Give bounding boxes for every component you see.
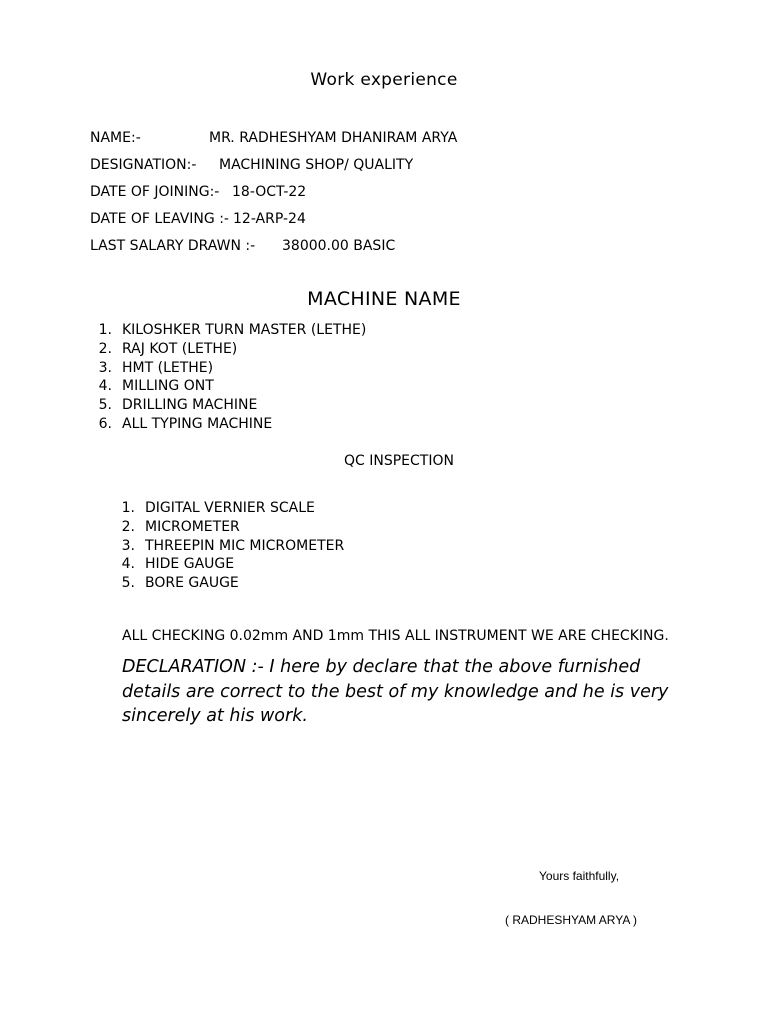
list-text: ALL TYPING MACHINE [122,415,273,432]
list-item [113,518,344,537]
list-item [90,340,366,359]
list-text: THREEPIN MIC MICROMETER [145,537,345,554]
document-title: Work experience [310,70,458,90]
declaration-paragraph: DECLARATION :- I here by declare that the above furnished details are correct to the best of my knowledge and he is very sincerely at his work. [122,657,669,726]
field-value: MACHINING SHOP/ QUALITY [219,157,414,173]
list-text: KILOSHKER TURN MASTER (LETHE) [122,322,367,338]
list-item [90,359,366,378]
list-text: DIGITAL VERNIER SCALE [145,500,315,516]
field-label: NAME:- [90,130,141,146]
list-item [90,377,366,396]
list-number: 5. [98,397,112,414]
list-text: DRILLING MACHINE [122,397,258,414]
field-value: 38000.00 BASIC [282,238,396,254]
field-label: DATE OF LEAVING :- [90,211,229,227]
list-text: HMT (LETHE) [122,359,214,376]
list-number: 2. [98,340,112,357]
list-number: 3. [98,359,112,376]
field-label: LAST SALARY DRAWN :- [90,238,256,254]
list-number: 1. [121,500,135,516]
field-value: MR. RADHESHYAM DHANIRAM ARYA [209,130,458,146]
machine-name-heading: MACHINE NAME [307,288,461,310]
list-text: RAJ KOT (LETHE) [122,340,238,357]
field-value: 12-ARP-24 [233,211,306,227]
list-number: 4. [121,556,135,573]
field-label: DESIGNATION:- [90,157,197,173]
field-date-of-leaving [90,211,306,227]
list-text: HIDE GAUGE [145,556,235,573]
qc-inspection-heading: QC INSPECTION [344,453,454,469]
field-last-salary [90,238,395,254]
closing-salutation: Yours faithfully, [539,869,620,883]
field-value: 18-OCT-22 [232,184,307,200]
field-name [90,130,457,146]
list-item [113,555,344,574]
list-number: 2. [121,518,135,535]
instrument-list [113,499,344,593]
list-text: MILLING ONT [122,378,214,395]
field-designation [90,157,413,173]
machine-list [90,321,366,434]
list-item [90,415,366,434]
list-number: 6. [98,415,112,432]
list-number: 4. [98,378,112,395]
signature-name: ( RADHESHYAM ARYA ) [505,913,638,927]
checking-note: ALL CHECKING 0.02mm AND 1mm THIS ALL INSTRUMENT WE ARE CHECKING. [122,628,669,644]
list-item [113,499,344,518]
list-item [113,537,344,556]
list-text: BORE GAUGE [145,575,239,592]
list-number: 3. [121,537,135,554]
list-item [113,574,344,593]
list-number: 1. [98,322,112,338]
list-item [90,396,366,415]
list-number: 5. [121,575,135,592]
field-date-of-joining [90,184,306,200]
list-text: MICROMETER [145,518,240,535]
field-label: DATE OF JOINING:- [90,184,220,200]
list-item [90,321,366,340]
